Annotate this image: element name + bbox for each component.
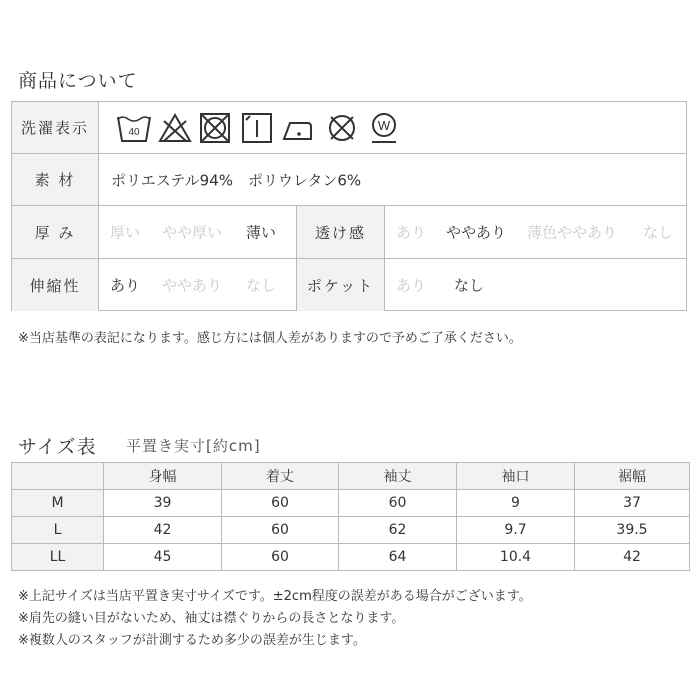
size-table-header-row	[12, 463, 690, 490]
column-header: 着丈	[222, 463, 339, 490]
thickness-row	[12, 206, 686, 259]
table-row	[12, 490, 690, 517]
table-cell: 39.5	[575, 517, 690, 544]
sheer-option: なし	[643, 223, 674, 242]
thickness-option-selected: 薄い	[246, 223, 277, 242]
no-bleach-icon	[158, 111, 192, 145]
svg-text:W: W	[377, 118, 391, 133]
size-table	[11, 462, 690, 571]
sheer-option: 薄色ややあり	[527, 223, 618, 242]
size-section-title: サイズ表	[18, 436, 97, 458]
sheer-option: あり	[396, 223, 427, 242]
table-cell: 37	[575, 490, 690, 517]
material-row	[12, 154, 686, 206]
table-cell: 62	[339, 517, 457, 544]
thickness-option: やや厚い	[162, 223, 223, 242]
product-note: ※当店基準の表記になります。感じ方には個人差がありますので予めご了承ください。	[18, 331, 522, 346]
table-cell: 9	[457, 490, 575, 517]
pocket-option-selected: なし	[454, 276, 485, 295]
stretch-label: 伸縮性	[12, 259, 99, 311]
product-section-title: 商品について	[18, 70, 138, 92]
sheer-label: 透け感	[296, 206, 385, 258]
table-cell: 39	[104, 490, 222, 517]
material-label: 素 材	[12, 154, 99, 205]
size-note: ※上記サイズは当店平置き実寸サイズです。±2cm程度の誤差がある場合がございます。	[18, 589, 532, 604]
size-table-corner	[12, 463, 104, 490]
svg-text:40: 40	[128, 127, 140, 138]
no-tumble-dry-icon	[198, 111, 232, 145]
table-cell: 9.7	[457, 517, 575, 544]
stretch-option: ややあり	[162, 276, 223, 295]
table-cell: 10.4	[457, 544, 575, 571]
low-iron-icon	[280, 111, 318, 145]
table-row	[12, 544, 690, 571]
care-row	[12, 102, 686, 154]
table-cell: 45	[104, 544, 222, 571]
size-section-subtitle: 平置き実寸[約cm]	[126, 437, 261, 455]
wet-clean-w-icon	[367, 111, 401, 145]
thickness-option: 厚い	[110, 223, 141, 242]
stretch-row	[12, 259, 686, 311]
row-header: L	[12, 517, 104, 544]
table-cell: 60	[339, 490, 457, 517]
table-cell: 42	[575, 544, 690, 571]
pocket-label: ポケット	[296, 259, 385, 311]
table-cell: 60	[222, 490, 339, 517]
table-cell: 64	[339, 544, 457, 571]
wash-40-icon	[115, 111, 153, 145]
table-row	[12, 517, 690, 544]
drip-dry-icon	[240, 111, 274, 145]
column-header: 裾幅	[575, 463, 690, 490]
sheer-option-selected: ややあり	[446, 223, 507, 242]
table-cell: 42	[104, 517, 222, 544]
material-value: ポリエステル94% ポリウレタン6%	[111, 171, 362, 189]
column-header: 袖丈	[339, 463, 457, 490]
stretch-option: なし	[246, 276, 277, 295]
care-label: 洗濯表示	[12, 102, 99, 153]
product-info-table	[11, 101, 687, 311]
table-cell: 60	[222, 517, 339, 544]
table-cell: 60	[222, 544, 339, 571]
stretch-option-selected: あり	[110, 276, 141, 295]
column-header: 袖口	[457, 463, 575, 490]
row-header: M	[12, 490, 104, 517]
size-note: ※肩先の縫い目がないため、袖丈は襟ぐりからの長さとなります。	[18, 611, 405, 626]
pocket-option: あり	[396, 276, 427, 295]
size-note: ※複数人のスタッフが計測するため多少の誤差が生じます。	[18, 633, 366, 648]
no-dry-clean-icon	[325, 111, 359, 145]
row-header: LL	[12, 544, 104, 571]
column-header: 身幅	[104, 463, 222, 490]
thickness-label: 厚 み	[12, 206, 99, 258]
